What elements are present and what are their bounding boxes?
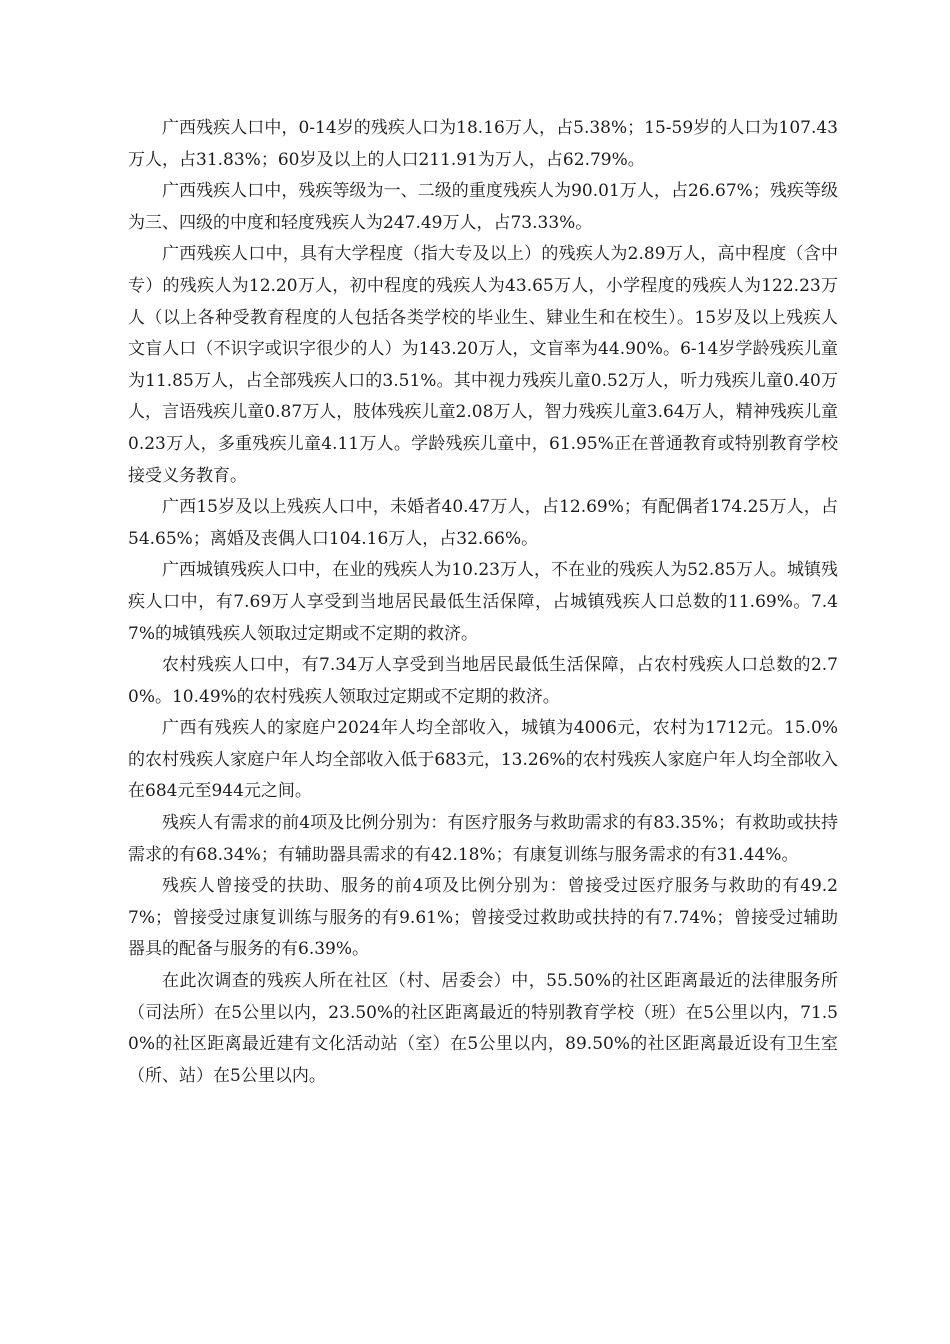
paragraph-education: 广西残疾人口中，具有大学程度（指大专及以上）的残疾人为2.89万人，高中程度（含中专）的残疾人为12.20万人，初中程度的残疾人为43.65万人，小学程度的残疾人为122.23万人（以上各种受教育程度的人包括各类学校的毕业生、肄业生和在校生）。15岁及以上残疾人文盲人口（不识字或识字很少的人）为143.20万人，文盲率为44.90%。6-14岁学龄残疾儿童为11.85万人，占全部残疾人口的3.51%。其中视力残疾儿童0.52万人，听力残疾儿童0.40万人，言语残疾儿童0.87万人，肢体残疾儿童2.08万人，智力残疾儿童3.64万人，精神残疾儿童0.23万人，多重残疾儿童4.11万人。学龄残疾儿童中，61.95%正在普通教育或特别教育学校接受义务教育。 [128,244,838,486]
paragraph-urban-employment: 广西城镇残疾人口中，在业的残疾人为10.23万人，不在业的残疾人为52.85万人。城镇残疾人口中，有7.69万人享受到当地居民最低生活保障，占城镇残疾人口总数的11.69%。7.47%的城镇残疾人领取过定期或不定期的救济。 [128,560,838,644]
paragraph-household-income: 广西有残疾人的家庭户2024年人均全部收入，城镇为4006元，农村为1712元。15.0%的农村残疾人家庭户年人均全部收入低于683元，13.26%的农村残疾人家庭户年人均全部收入在684元至944元之间。 [128,718,838,802]
paragraph-service-needs: 残疾人有需求的前4项及比例分别为：有医疗服务与救助需求的有83.35%；有救助或扶持需求的有68.34%；有辅助器具需求的有42.18%；有康复训练与服务需求的有31.44%。 [128,813,838,865]
paragraph-disability-grade: 广西残疾人口中，残疾等级为一、二级的重度残疾人为90.01万人，占26.67%；残疾等级为三、四级的中度和轻度残疾人为247.49万人，占73.33%。 [128,181,838,233]
paragraph-marital-status: 广西15岁及以上残疾人口中，未婚者40.47万人，占12.69%；有配偶者174.25万人，占54.65%；离婚及丧偶人口104.16万人，占32.66%。 [128,497,838,549]
document-page [128,113,838,1092]
paragraph-services-received: 残疾人曾接受的扶助、服务的前4项及比例分别为：曾接受过医疗服务与救助的有49.27%；曾接受过康复训练与服务的有9.61%；曾接受过救助或扶持的有7.74%；曾接受过辅助器具的配备与服务的有6.39%。 [128,876,838,960]
paragraph-community-facilities: 在此次调查的残疾人所在社区（村、居委会）中，55.50%的社区距离最近的法律服务所（司法所）在5公里以内，23.50%的社区距离最近的特别教育学校（班）在5公里以内，71.50%的社区距离最近建有文化活动站（室）在5公里以内，89.50%的社区距离最近设有卫生室（所、站）在5公里以内。 [128,971,838,1086]
paragraph-rural-assistance: 农村残疾人口中，有7.34万人享受到当地居民最低生活保障，占农村残疾人口总数的2.70%。10.49%的农村残疾人领取过定期或不定期的救济。 [128,655,838,707]
paragraph-age-distribution: 广西残疾人口中，0-14岁的残疾人口为18.16万人，占5.38%；15-59岁的人口为107.43万人，占31.83%；60岁及以上的人口211.91为万人，占62.79%。 [128,118,838,170]
